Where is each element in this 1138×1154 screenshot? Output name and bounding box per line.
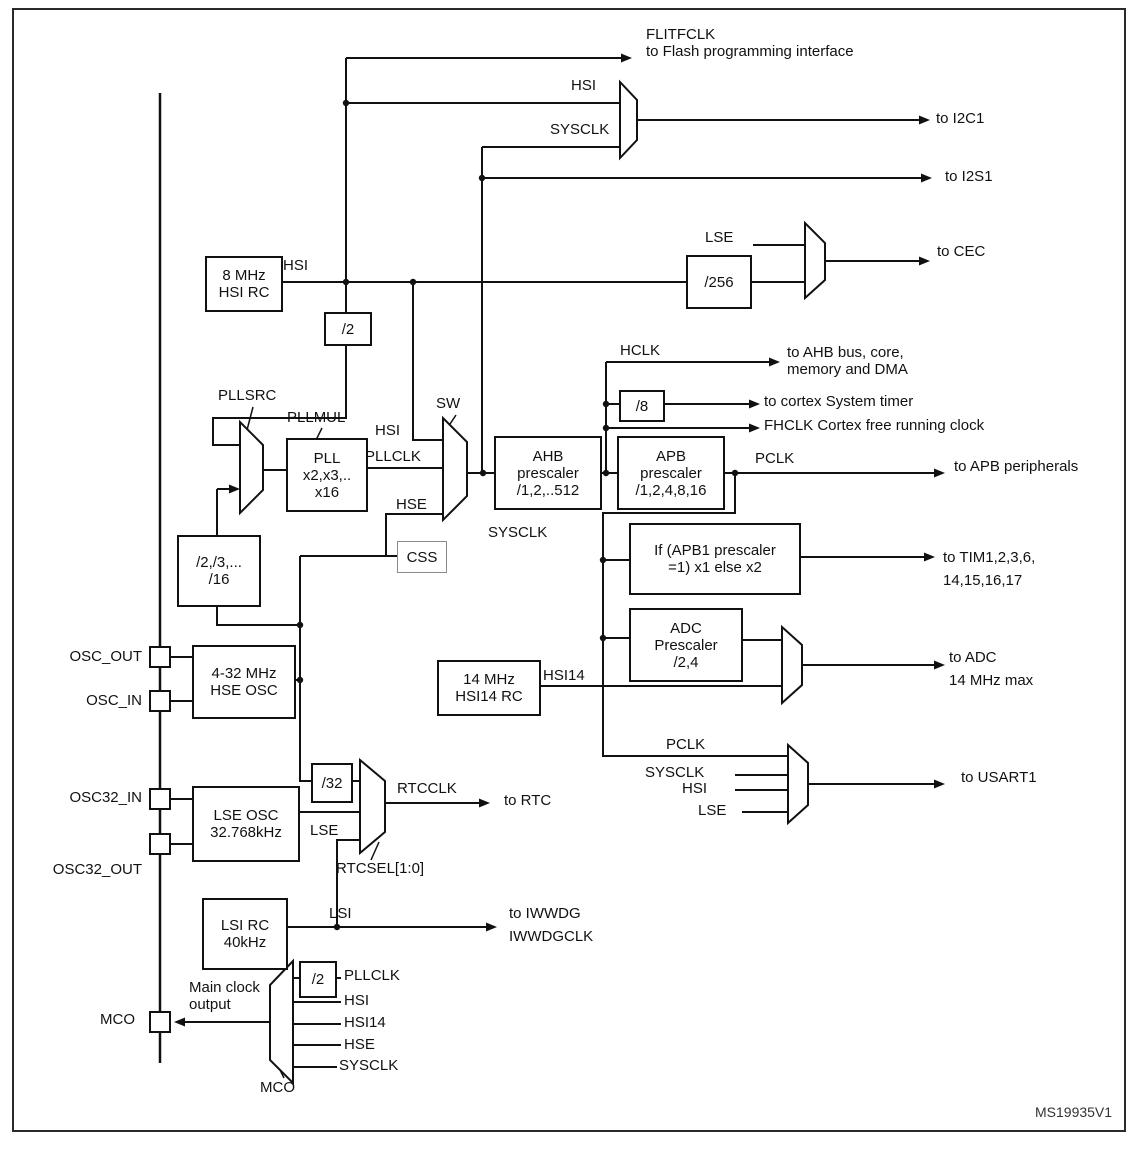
hse-mco-signal-label: HSE [344, 1036, 375, 1053]
cec-div256-box: /256 [686, 255, 752, 309]
systick-div8-box: /8 [619, 390, 665, 422]
osc32-out-pad [150, 834, 170, 854]
osc32-in-pad-label: OSC32_IN [69, 789, 142, 806]
hse-sw-signal-label: HSE [396, 496, 427, 513]
hsi-sw-signal-label: HSI [375, 422, 401, 439]
osc-in-pad-label: OSC_IN [86, 692, 142, 709]
pllclk-mco-signal-label: PLLCLK [344, 967, 400, 984]
pllsrc-mux [240, 422, 263, 513]
lse-usart-signal-label: LSE [698, 802, 727, 819]
mco-pad [150, 1012, 170, 1032]
hsi-div2-box: /2 [324, 312, 372, 346]
osc32-out-pad-label: OSC32_OUT [52, 861, 142, 878]
mco-mux [270, 961, 293, 1083]
hsi-main-signal-label: HSI [283, 257, 309, 274]
pll-box: PLL x2,x3,.. x16 [286, 438, 368, 512]
cec-clock-mux [805, 223, 825, 298]
sysclk-usart-signal-label: SYSCLK [645, 764, 705, 781]
i2c1-clock-mux [620, 82, 637, 158]
main-clock-output-label: Main clock output [189, 979, 260, 1013]
hsi14-mco-signal-label: HSI14 [344, 1014, 386, 1031]
lsi-signal-label: LSI [329, 905, 352, 922]
pclk-signal-label: PCLK [755, 450, 795, 467]
pclk-usart-signal-label: PCLK [666, 736, 706, 753]
rtcclk-signal-label: RTCCLK [397, 780, 457, 797]
pllsrc-signal-label: PLLSRC [218, 387, 277, 404]
tim-output-label: to TIM1,2,3,6, 14,15,16,17 [943, 549, 1036, 589]
i2s1-output-label: to I2S1 [945, 168, 993, 185]
sw-signal-label: SW [436, 395, 461, 412]
hsi14-rc-box: 14 MHz HSI14 RC [437, 660, 541, 716]
ahb-prescaler-box: AHB prescaler /1,2,..512 [494, 436, 602, 510]
usart1-clock-mux [788, 745, 808, 823]
usart1-output-label: to USART1 [961, 769, 1037, 786]
adc-output-label: to ADC 14 MHz max [949, 649, 1034, 689]
sysclk-mco-signal-label: SYSCLK [339, 1057, 399, 1074]
osc-out-pad-label: OSC_OUT [69, 648, 142, 665]
mco-pad-label: MCO [100, 1011, 135, 1028]
hse-prediv-box: /2,/3,... /16 [177, 535, 261, 607]
osc-out-pad [150, 647, 170, 667]
rtc-clock-mux [360, 760, 385, 853]
rtc-output-label: to RTC [504, 792, 552, 809]
arrowheads [174, 54, 945, 1027]
pllmul-signal-label: PLLMUL [287, 409, 346, 426]
flitfclk-output-label: FLITFCLK to Flash programming interface [646, 26, 854, 60]
iwwdg-output-label: to IWWDG IWWDGCLK [509, 905, 594, 945]
adc-clock-mux [782, 627, 802, 703]
cortex-timer-output-label: to cortex System timer [764, 393, 914, 410]
cec-output-label: to CEC [937, 243, 986, 260]
css-box: CSS [397, 541, 447, 573]
pllclk-signal-label: PLLCLK [365, 448, 421, 465]
lsi-rc-box: LSI RC 40kHz [202, 898, 288, 970]
apb-prescaler-box: APB prescaler /1,2,4,8,16 [617, 436, 725, 510]
figure-reference-code: MS19935V1 [1035, 1104, 1113, 1120]
hsi14-signal-label: HSI14 [543, 667, 585, 684]
hsi-top-signal-label: HSI [571, 77, 597, 94]
mco-div2-box: /2 [299, 961, 337, 998]
osc32-in-pad [150, 789, 170, 809]
lse-osc-box: LSE OSC 32.768kHz [192, 786, 300, 862]
sysclk-top-signal-label: SYSCLK [550, 121, 610, 138]
adc-prescaler-box: ADC Prescaler /2,4 [629, 608, 743, 682]
lse-cec-signal-label: LSE [705, 229, 734, 246]
osc-in-pad [150, 691, 170, 711]
sw-sysclk-mux [443, 418, 467, 520]
lse-rtc-signal-label: LSE [310, 822, 339, 839]
sysclk-signal-label: SYSCLK [488, 524, 548, 541]
i2c1-output-label: to I2C1 [936, 110, 985, 127]
hsi-rc-box: 8 MHz HSI RC [205, 256, 283, 312]
hsi-mco-signal-label: HSI [344, 992, 370, 1009]
hsi-usart-signal-label: HSI [682, 780, 708, 797]
hclk-signal-label: HCLK [620, 342, 661, 359]
tim-multiplier-box: If (APB1 prescaler =1) x1 else x2 [629, 523, 801, 595]
rtc-div32-box: /32 [311, 763, 353, 803]
hse-osc-box: 4-32 MHz HSE OSC [192, 645, 296, 719]
rtcsel-signal-label: RTCSEL[1:0] [336, 860, 425, 877]
apb-output-label: to APB peripherals [954, 458, 1079, 475]
ahb-output-label: to AHB bus, core, memory and DMA [787, 344, 908, 378]
fhclk-output-label: FHCLK Cortex free running clock [764, 417, 985, 434]
mco-mux-label: MCO [260, 1079, 295, 1096]
